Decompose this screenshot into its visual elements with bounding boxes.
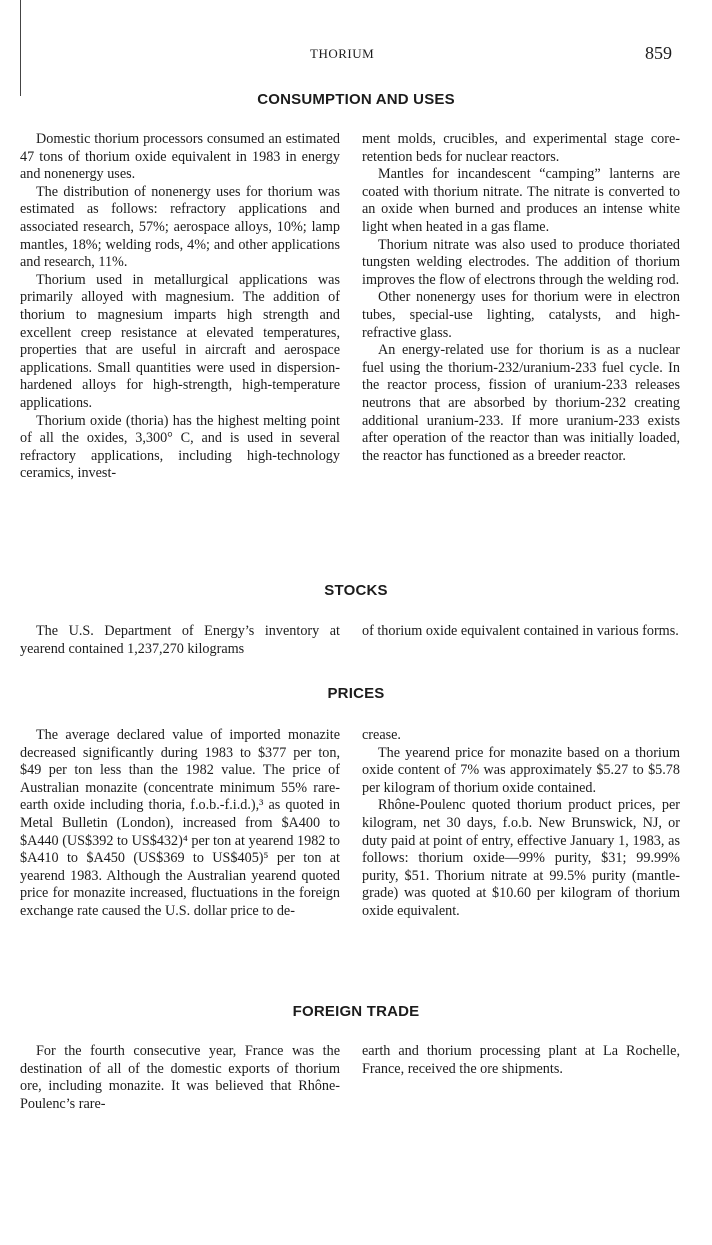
- foreign-trade-left-column: [20, 1043, 340, 1113]
- paragraph: An energy-related use for thorium is as a nuclear fuel using the thorium-232/uranium-233 fuel cycle. In the reactor process, fission of uranium-233 releases neutrons that are absorbed by thorium-232 creating additional uranium-233. If more uranium-233 exists after operation of the reactor than was initially loaded, the reactor has functioned as a breeder reactor.: [362, 342, 680, 464]
- paragraph: Thorium oxide (thoria) has the highest melting point of all the oxides, 3,300° C, and is used in several refractory applications, including high-technology ceramics, invest-: [20, 412, 340, 482]
- prices-right-column: [362, 727, 680, 921]
- paragraph: Other nonenergy uses for thorium were in electron tubes, special-use lighting, catalysts, and high-refractive glass.: [362, 289, 680, 341]
- paragraph: earth and thorium processing plant at La Rochelle, France, received the ore shipments.: [362, 1043, 680, 1077]
- paragraph: Thorium nitrate was also used to produce thoriated tungsten welding electrodes. The addition of thorium improves the flow of electrons through the welding rod.: [362, 236, 680, 288]
- consumption-right-column: [362, 131, 680, 465]
- stocks-left-column: [20, 623, 340, 658]
- paragraph: ment molds, crucibles, and experimental stage core-retention beds for nuclear reactors.: [362, 131, 680, 165]
- section-heading-prices: PRICES: [327, 685, 385, 702]
- paragraph: Domestic thorium processors consumed an estimated 47 tons of thorium oxide equivalent in 1983 in energy and nonenergy uses.: [20, 131, 340, 183]
- paragraph: For the fourth consecutive year, France was the destination of all of the domestic exports of thorium ore, including monazite. It was believed that Rhône-Poulenc’s rare-: [20, 1043, 340, 1112]
- section-heading-stocks: STOCKS: [324, 582, 388, 599]
- paragraph: crease.: [362, 727, 401, 743]
- consumption-left-column: [20, 131, 340, 483]
- paragraph: The average declared value of imported monazite decreased significantly during 1983 to $377 per ton, $49 per ton less than the 1982 value. The price of Australian monazite (concentrate minimum 55% rare-earth oxide including thoria, f.o.b.-f.i.d.),³ as quoted in Metal Bulletin (London), increased from $A400 to $A440 (US$392 to US$432)⁴ per ton at yearend 1982 to $A410 to $A450 (US$369 to US$405)⁵ per ton at yearend 1983. Although the Australian yearend quoted price for monazite increased, fluctuations in the foreign exchange rate caused the U.S. dollar price to de-: [20, 727, 340, 919]
- section-heading-consumption-and-uses: CONSUMPTION AND USES: [257, 91, 455, 108]
- stocks-right-column: [362, 623, 680, 641]
- section-heading-foreign-trade: FOREIGN TRADE: [292, 1003, 420, 1020]
- paragraph: The U.S. Department of Energy’s inventory at yearend contained 1,237,270 kilograms: [20, 623, 340, 657]
- foreign-trade-right-column: [362, 1043, 680, 1078]
- running-head: THORIUM: [310, 46, 375, 61]
- page-number: 859: [645, 43, 672, 63]
- paragraph: The distribution of nonenergy uses for thorium was estimated as follows: refractory applications and associated research, 57%; aerospace alloys, 10%; lamp mantles, 18%; welding rods, 4%; and other applications and research, 11%.: [20, 183, 340, 271]
- paragraph: Rhône-Poulenc quoted thorium product prices, per kilogram, net 30 days, f.o.b. New Brunswick, NJ, or duty paid at point of entry, effective January 1, 1983, as follows: thorium oxide—99% purity, $31; 99.99% purity, $51. Thorium nitrate at 99.5% purity (mantle-grade) was quoted at $10.60 per kilogram of thorium oxide equivalent.: [362, 797, 680, 919]
- paragraph: Thorium used in metallurgical applications was primarily alloyed with magnesium. The addition of thorium to magnesium imparts high strength and excellent creep resistance at elevated temperatures, properties that are useful in aircraft and aerospace applications. Small quantities were used in dispersion-hardened alloys for high-strength, high-temperature applications.: [20, 271, 340, 411]
- paragraph: of thorium oxide equivalent contained in various forms.: [362, 623, 679, 639]
- prices-left-column: [20, 727, 340, 921]
- margin-line: [20, 0, 21, 96]
- paragraph: Mantles for incandescent “camping” lanterns are coated with thorium nitrate. The nitrate is converted to an oxide when burned and produces an intense white light when heated in a gas flame.: [362, 166, 680, 235]
- paragraph: The yearend price for monazite based on a thorium oxide content of 7% was approximately $5.27 to $5.78 per kilogram of thorium oxide contained.: [362, 744, 680, 796]
